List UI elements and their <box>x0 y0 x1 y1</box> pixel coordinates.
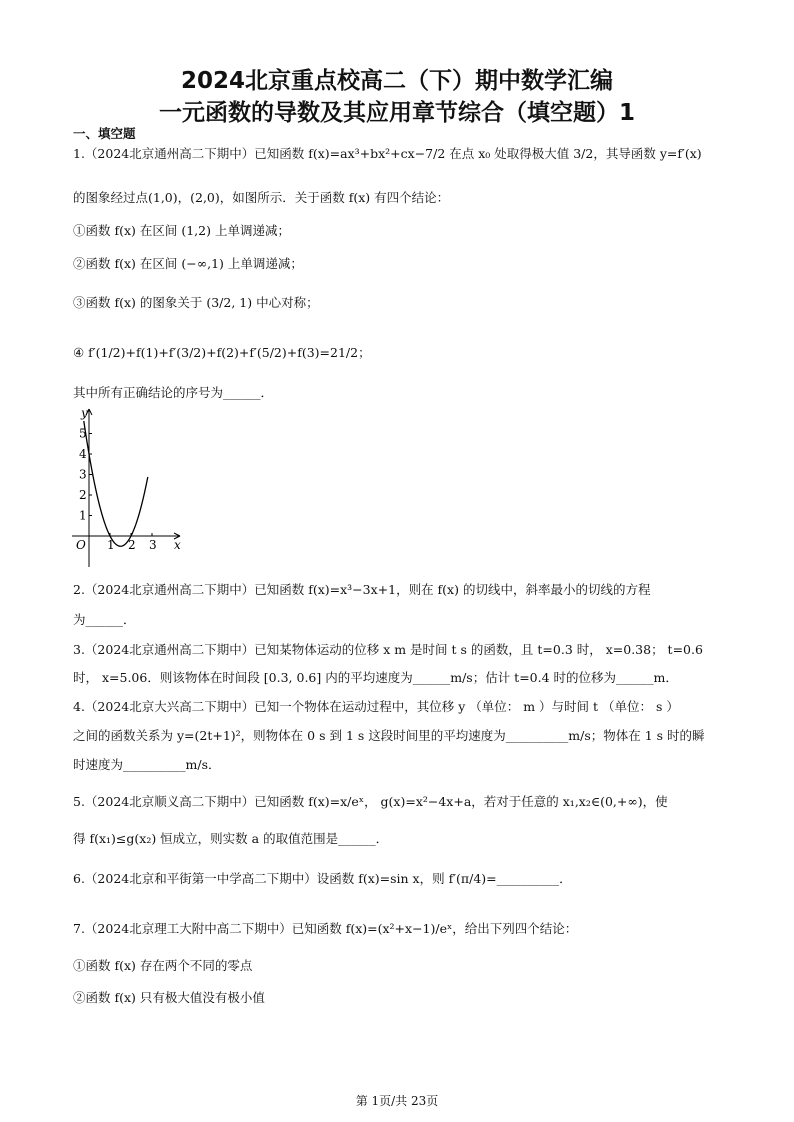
x-tick-label: 3 <box>149 538 157 552</box>
q5-line2: 得 f(x₁)≤g(x₂) 恒成立，则实数 a 的取值范围是______． <box>73 831 389 846</box>
section-heading: 一、填空题 <box>73 126 136 141</box>
q7-line1: 7.（2024北京理工大附中高二下期中）已知函数 f(x)=(x²+x−1)/eˣ，给出下列四个结论： <box>73 921 578 936</box>
derivative-curve <box>84 421 148 546</box>
x-tick-label: 2 <box>128 538 136 552</box>
q1-conclusion-3: ③函数 f(x) 的图象关于 (3/2, 1) 中心对称； <box>73 295 319 310</box>
q6-line1: 6.（2024北京和平街第一中学高二下期中）设函数 f(x)=sin x，则 f′(π/4)=__________． <box>73 871 572 886</box>
q1-question: 其中所有正确结论的序号为______． <box>73 385 274 400</box>
y-tick-label: 1 <box>79 508 87 523</box>
q5-line1: 5.（2024北京顺义高二下期中）已知函数 f(x)=x/eˣ， g(x)=x²−4x+a，若对于任意的 x₁,x₂∈(0,+∞)，使 <box>73 794 668 809</box>
q1-line1: 1.（2024北京通州高二下期中）已知函数 f(x)=ax³+bx²+cx−7/2 在点 x₀ 处取得极大值 3/2，其导函数 y=f′(x) <box>73 146 702 161</box>
q7-conclusion-1: ①函数 f(x) 存在两个不同的零点 <box>73 958 253 973</box>
y-tick-label: 4 <box>79 447 87 461</box>
derivative-graph <box>62 405 192 570</box>
q2-line2: 为______． <box>73 612 136 627</box>
q1-conclusion-4: ④ f′(1/2)+f(1)+f′(3/2)+f(2)+f′(5/2)+f(3)=21/2； <box>73 345 371 360</box>
q7-conclusion-2: ②函数 f(x) 只有极大值没有极小值 <box>73 990 265 1005</box>
x-axis-label: x <box>174 538 181 552</box>
y-tick-label: 2 <box>79 488 87 502</box>
q1-line2: 的图象经过点(1,0)，(2,0)，如图所示．关于函数 f(x) 有四个结论： <box>73 190 450 205</box>
title-line-1: 2024北京重点校高二（下）期中数学汇编 <box>180 68 613 94</box>
y-tick-label: 5 <box>79 426 87 441</box>
q3-line1: 3.（2024北京通州高二下期中）已知某物体运动的位移 x m 是时间 t s 的函数，且 t=0.3 时， x=0.38； t=0.6 <box>73 642 703 657</box>
y-tick-label: 3 <box>79 467 87 482</box>
page-footer: 第 1页/共 23页 <box>355 1094 439 1108</box>
q3-line2: 时， x=5.06．则该物体在时间段 [0.3, 0.6] 内的平均速度为______m/s；估计 t=0.4 时的位移为______m． <box>73 670 678 685</box>
q2-line1: 2.（2024北京通州高二下期中）已知函数 f(x)=x³−3x+1，则在 f(x) 的切线中，斜率最小的切线的方程 <box>73 582 651 597</box>
q1-conclusion-1: ①函数 f(x) 在区间 (1,2) 上单调递减； <box>73 223 290 238</box>
origin-label: O <box>76 538 86 552</box>
q4-line3: 时速度为__________m/s． <box>73 757 221 772</box>
q1-conclusion-2: ②函数 f(x) 在区间 (−∞,1) 上单调递减； <box>73 256 303 271</box>
x-tick-label: 1 <box>107 538 115 552</box>
q4-line1: 4.（2024北京大兴高二下期中）已知一个物体在运动过程中，其位移 y （单位： m ）与时间 t （单位： s ） <box>73 699 679 714</box>
y-axis-label: y <box>81 406 88 420</box>
title-line-2: 一元函数的导数及其应用章节综合（填空题）1 <box>158 100 635 126</box>
q4-line2: 之间的函数关系为 y=(2t+1)²，则物体在 0 s 到 1 s 这段时间里的平均速度为__________m/s；物体在 1 s 时的瞬 <box>73 728 705 743</box>
